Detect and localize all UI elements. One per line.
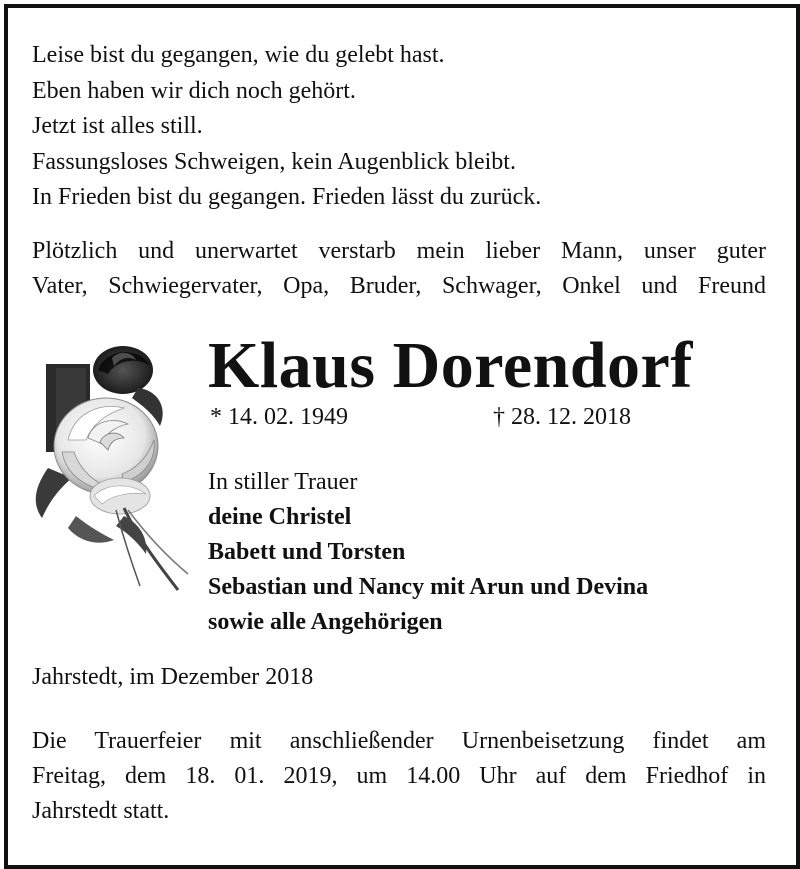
announcement-text <box>32 234 766 304</box>
rose-illustration-icon <box>28 328 198 598</box>
ceremony-text <box>32 724 766 829</box>
poem <box>32 38 541 216</box>
announcement-line: Plötzlich und unerwartet verstarb mein lieber Mann, unser guter <box>32 238 766 264</box>
announcement-line: Vater, Schwiegervater, Opa, Bruder, Schwager, Onkel und Freund <box>32 273 766 299</box>
death-date: † 28. 12. 2018 <box>493 404 631 430</box>
mourner-line: Sebastian und Nancy mit Arun und Devina <box>208 574 649 600</box>
ceremony-line: Die Trauerfeier mit anschließender Urnenbeisetzung findet am <box>32 728 766 754</box>
deceased-name: Klaus Dorendorf <box>208 329 693 402</box>
mourner-line: deine Christel <box>208 504 352 530</box>
poem-line: Leise bist du gegangen, wie du gelebt hast. <box>32 42 445 68</box>
birth-date: * 14. 02. 1949 <box>210 404 348 430</box>
mourner-line: Babett und Torsten <box>208 539 406 565</box>
mourners-heading: In stiller Trauer <box>208 469 358 495</box>
poem-line: Eben haben wir dich noch gehört. <box>32 77 356 104</box>
poem-line: Fassungsloses Schweigen, kein Augenblick bleibt. <box>32 148 516 175</box>
mourners-block <box>208 465 648 640</box>
poem-line: In Frieden bist du gegangen. Frieden lässt du zurück. <box>32 184 542 210</box>
ceremony-line: Freitag, dem 18. 01. 2019, um 14.00 Uhr auf dem Friedhof in <box>32 763 766 789</box>
place-and-date: Jahrstedt, im Dezember 2018 <box>32 664 314 690</box>
ceremony-line: Jahrstedt statt. <box>32 798 170 824</box>
mourner-line: sowie alle Angehörigen <box>208 609 443 635</box>
poem-line: Jetzt ist alles still. <box>32 113 203 139</box>
